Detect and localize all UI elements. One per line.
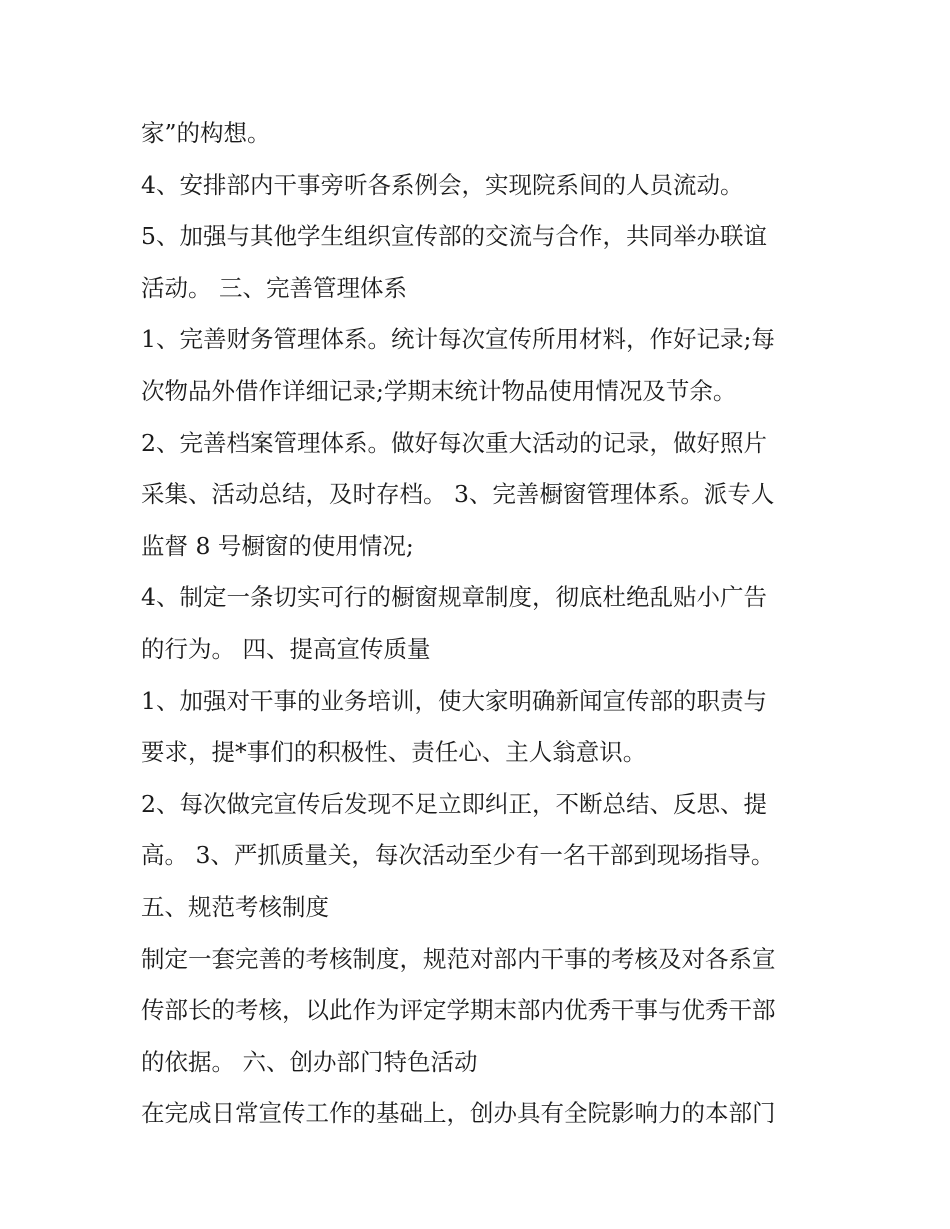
text-line: 五、规范考核制度 <box>141 892 329 921</box>
text-line: 监督 8 号橱窗的使用情况; <box>141 531 414 560</box>
text-line: 高。 3、严抓质量关，每次活动至少有一名干部到现场指导。 <box>141 841 775 870</box>
text-line: 的依据。 六、创办部门特色活动 <box>141 1047 478 1076</box>
text-line: 5、加强与其他学生组织宣传部的交流与合作，共同举办联谊 <box>141 222 767 251</box>
text-line: 2、每次做完宣传后发现不足立即纠正，不断总结、反思、提 <box>141 789 767 818</box>
text-line: 活动。 三、完善管理体系 <box>141 273 407 302</box>
text-line: 家”的构想。 <box>141 119 271 147</box>
text-line: 1、加强对干事的业务培训，使大家明确新闻宣传部的职责与 <box>141 686 767 715</box>
text-line: 制定一套完善的考核制度，规范对部内干事的考核及对各系宣 <box>141 944 776 973</box>
text-line: 4、制定一条切实可行的橱窗规章制度，彻底杜绝乱贴小广告 <box>141 583 767 612</box>
text-line: 4、安排部内干事旁听各系例会，实现院系间的人员流动。 <box>141 170 744 199</box>
document-body <box>141 108 821 1140</box>
text-line: 传部长的考核，以此作为评定学期末部内优秀干事与优秀干部 <box>141 996 776 1025</box>
text-line: 采集、活动总结，及时存档。 3、完善橱窗管理体系。派专人 <box>141 480 775 509</box>
text-line: 1、完善财务管理体系。统计每次宣传所用材料，作好记录;每 <box>141 325 775 354</box>
text-line: 要求，提*事们的积极性、责任心、主人翁意识。 <box>141 738 647 767</box>
text-line: 2、完善档案管理体系。做好每次重大活动的记录，做好照片 <box>141 428 767 457</box>
text-line: 在完成日常宣传工作的基础上，创办具有全院影响力的本部门 <box>141 1099 776 1128</box>
text-line: 的行为。 四、提高宣传质量 <box>141 634 431 663</box>
text-line: 次物品外借作详细记录;学期末统计物品使用情况及节余。 <box>141 376 737 405</box>
